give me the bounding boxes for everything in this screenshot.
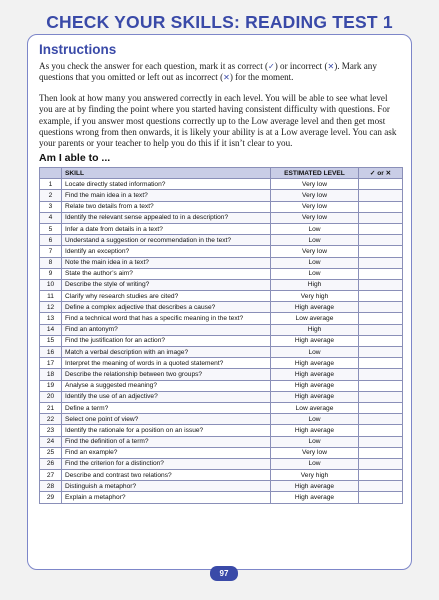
row-number: 11 [40, 291, 62, 302]
table-row [40, 335, 403, 346]
row-mark-cell[interactable] [359, 335, 403, 346]
row-skill: State the author’s aim? [62, 268, 271, 279]
row-skill: Match a verbal description with an image? [62, 347, 271, 358]
table-row [40, 470, 403, 481]
row-mark-cell[interactable] [359, 279, 403, 290]
row-skill: Describe the style of writing? [62, 279, 271, 290]
row-estimated-level: High average [271, 380, 359, 391]
row-skill: Find the main idea in a text? [62, 190, 271, 201]
row-estimated-level: Low [271, 235, 359, 246]
row-mark-cell[interactable] [359, 324, 403, 335]
row-mark-cell[interactable] [359, 425, 403, 436]
row-estimated-level: High average [271, 492, 359, 503]
row-estimated-level: High average [271, 425, 359, 436]
row-number: 10 [40, 279, 62, 290]
page-number-badge: 97 [210, 566, 238, 581]
row-number: 21 [40, 402, 62, 413]
table-row [40, 391, 403, 402]
row-number: 8 [40, 257, 62, 268]
row-estimated-level: Very high [271, 291, 359, 302]
row-skill: Clarify why research studies are cited? [62, 291, 271, 302]
row-estimated-level: Low average [271, 313, 359, 324]
row-skill: Find the definition of a term? [62, 436, 271, 447]
row-estimated-level: Low [271, 223, 359, 234]
row-skill: Relate two details from a text? [62, 201, 271, 212]
cross-mark-icon: ✕ [327, 62, 335, 71]
row-estimated-level: Very low [271, 447, 359, 458]
row-number: 1 [40, 179, 62, 190]
row-mark-cell[interactable] [359, 179, 403, 190]
table-row [40, 447, 403, 458]
table-row [40, 257, 403, 268]
row-mark-cell[interactable] [359, 447, 403, 458]
row-estimated-level: Very low [271, 190, 359, 201]
row-mark-cell[interactable] [359, 380, 403, 391]
row-mark-cell[interactable] [359, 246, 403, 257]
table-row [40, 313, 403, 324]
header-mark: ✓ or ✕ [359, 168, 403, 179]
row-estimated-level: High average [271, 391, 359, 402]
row-number: 29 [40, 492, 62, 503]
row-number: 12 [40, 302, 62, 313]
row-estimated-level: Very low [271, 179, 359, 190]
para1-text-a: As you check the answer for each question, mark it as correct ( [39, 61, 269, 71]
header-estimated-level: ESTIMATED LEVEL [271, 168, 359, 179]
row-skill: Select one point of view? [62, 414, 271, 425]
row-estimated-level: High average [271, 358, 359, 369]
table-row [40, 347, 403, 358]
instructions-heading: Instructions [39, 42, 117, 57]
row-mark-cell[interactable] [359, 458, 403, 469]
row-skill: Understand a suggestion or recommendation in the text? [62, 235, 271, 246]
row-number: 19 [40, 380, 62, 391]
header-number-cell [40, 168, 62, 179]
row-number: 13 [40, 313, 62, 324]
row-skill: Define a term? [62, 402, 271, 413]
row-estimated-level: Very low [271, 246, 359, 257]
row-estimated-level: Low [271, 436, 359, 447]
row-skill: Find an example? [62, 447, 271, 458]
para1-text-d: ) for the moment. [229, 72, 294, 83]
row-number: 5 [40, 223, 62, 234]
row-mark-cell[interactable] [359, 212, 403, 223]
row-estimated-level: High [271, 324, 359, 335]
row-mark-cell[interactable] [359, 313, 403, 324]
row-skill: Identify the relevant sense appealed to in a description? [62, 212, 271, 223]
row-mark-cell[interactable] [359, 492, 403, 503]
row-estimated-level: Low [271, 458, 359, 469]
page-title: CHECK YOUR SKILLS: READING TEST 1 [46, 12, 393, 32]
row-skill: Find a technical word that has a specific meaning in the text? [62, 313, 271, 324]
row-skill: Find the justification for an action? [62, 335, 271, 346]
table-row [40, 402, 403, 413]
table-row [40, 358, 403, 369]
row-skill: Infer a date from details in a text? [62, 223, 271, 234]
row-estimated-level: Low average [271, 402, 359, 413]
para1-text-b: ) or incorrect ( [274, 61, 328, 71]
table-row [40, 212, 403, 223]
row-skill: Identify an exception? [62, 246, 271, 257]
row-mark-cell[interactable] [359, 302, 403, 313]
row-estimated-level: Low [271, 347, 359, 358]
row-mark-cell[interactable] [359, 391, 403, 402]
table-row [40, 369, 403, 380]
row-skill: Identify the use of an adjective? [62, 391, 271, 402]
row-mark-cell[interactable] [359, 201, 403, 212]
row-number: 26 [40, 458, 62, 469]
row-skill: Note the main idea in a text? [62, 257, 271, 268]
row-number: 14 [40, 324, 62, 335]
check-mark-icon: ✓ [268, 62, 275, 71]
row-number: 22 [40, 414, 62, 425]
table-row [40, 492, 403, 503]
instructions-paragraph-2: Then look at how many you answered correctly in each level. You will be able to see what level you are at by finding the point where you started having consistent difficulty with questions. For example, if you answer most questions correctly up to the Low average level and then get most questions wrong from then onwards, it is likely your ability is at a Low average level. You can ask your parents or your teacher to help you do this if it isn’t clear to you. [39, 93, 397, 149]
row-number: 3 [40, 201, 62, 212]
row-mark-cell[interactable] [359, 291, 403, 302]
row-skill: Interpret the meaning of words in a quoted statement? [62, 358, 271, 369]
row-number: 18 [40, 369, 62, 380]
table-row [40, 246, 403, 257]
row-estimated-level: Very low [271, 212, 359, 223]
table-row [40, 223, 403, 234]
row-number: 2 [40, 190, 62, 201]
table-row [40, 190, 403, 201]
row-number: 24 [40, 436, 62, 447]
table-row [40, 268, 403, 279]
table-heading: Am I able to ... [39, 152, 111, 164]
row-skill: Describe the relationship between two groups? [62, 369, 271, 380]
row-estimated-level: High average [271, 369, 359, 380]
row-number: 23 [40, 425, 62, 436]
table-row [40, 291, 403, 302]
row-skill: Define a complex adjective that describes a cause? [62, 302, 271, 313]
row-number: 4 [40, 212, 62, 223]
row-number: 20 [40, 391, 62, 402]
row-estimated-level: High average [271, 481, 359, 492]
table-row [40, 481, 403, 492]
row-skill: Distinguish a metaphor? [62, 481, 271, 492]
table-row [40, 302, 403, 313]
row-number: 6 [40, 235, 62, 246]
cross-mark-icon: ✕ [223, 73, 230, 83]
row-skill: Identify the rationale for a position on an issue? [62, 425, 271, 436]
row-skill: Locate directly stated information? [62, 179, 271, 190]
row-number: 9 [40, 268, 62, 279]
row-mark-cell[interactable] [359, 223, 403, 234]
row-estimated-level: Low [271, 268, 359, 279]
table-header-row [40, 168, 403, 179]
table-row [40, 380, 403, 391]
header-skill: SKILL [62, 168, 271, 179]
row-number: 16 [40, 347, 62, 358]
row-mark-cell[interactable] [359, 481, 403, 492]
skills-table-body [40, 179, 403, 503]
table-row [40, 279, 403, 290]
table-row [40, 179, 403, 190]
row-mark-cell[interactable] [359, 369, 403, 380]
table-row [40, 201, 403, 212]
row-mark-cell[interactable] [359, 268, 403, 279]
skills-table [39, 167, 403, 504]
row-number: 15 [40, 335, 62, 346]
row-mark-cell[interactable] [359, 347, 403, 358]
row-mark-cell[interactable] [359, 358, 403, 369]
row-skill: Find an antonym? [62, 324, 271, 335]
row-estimated-level: High average [271, 302, 359, 313]
row-estimated-level: Low [271, 257, 359, 268]
row-number: 28 [40, 481, 62, 492]
row-mark-cell[interactable] [359, 436, 403, 447]
table-row [40, 425, 403, 436]
table-row [40, 414, 403, 425]
row-skill: Find the criterion for a distinction? [62, 458, 271, 469]
table-row [40, 235, 403, 246]
table-row [40, 458, 403, 469]
row-estimated-level: High [271, 279, 359, 290]
row-mark-cell[interactable] [359, 235, 403, 246]
table-row [40, 324, 403, 335]
row-estimated-level: Low [271, 414, 359, 425]
row-mark-cell[interactable] [359, 190, 403, 201]
row-number: 27 [40, 470, 62, 481]
row-estimated-level: Very low [271, 201, 359, 212]
row-estimated-level: High average [271, 335, 359, 346]
row-number: 7 [40, 246, 62, 257]
row-mark-cell[interactable] [359, 257, 403, 268]
row-number: 17 [40, 358, 62, 369]
row-estimated-level: Very high [271, 470, 359, 481]
row-skill: Explain a metaphor? [62, 492, 271, 503]
row-mark-cell[interactable] [359, 414, 403, 425]
row-mark-cell[interactable] [359, 402, 403, 413]
row-skill: Analyse a suggested meaning? [62, 380, 271, 391]
row-skill: Describe and contrast two relations? [62, 470, 271, 481]
para1-text-c: ). Mark any questions that you omitted or left out as incorrect ( [39, 61, 377, 83]
row-mark-cell[interactable] [359, 470, 403, 481]
table-row [40, 436, 403, 447]
instructions-paragraph-1 [39, 61, 401, 84]
row-number: 25 [40, 447, 62, 458]
